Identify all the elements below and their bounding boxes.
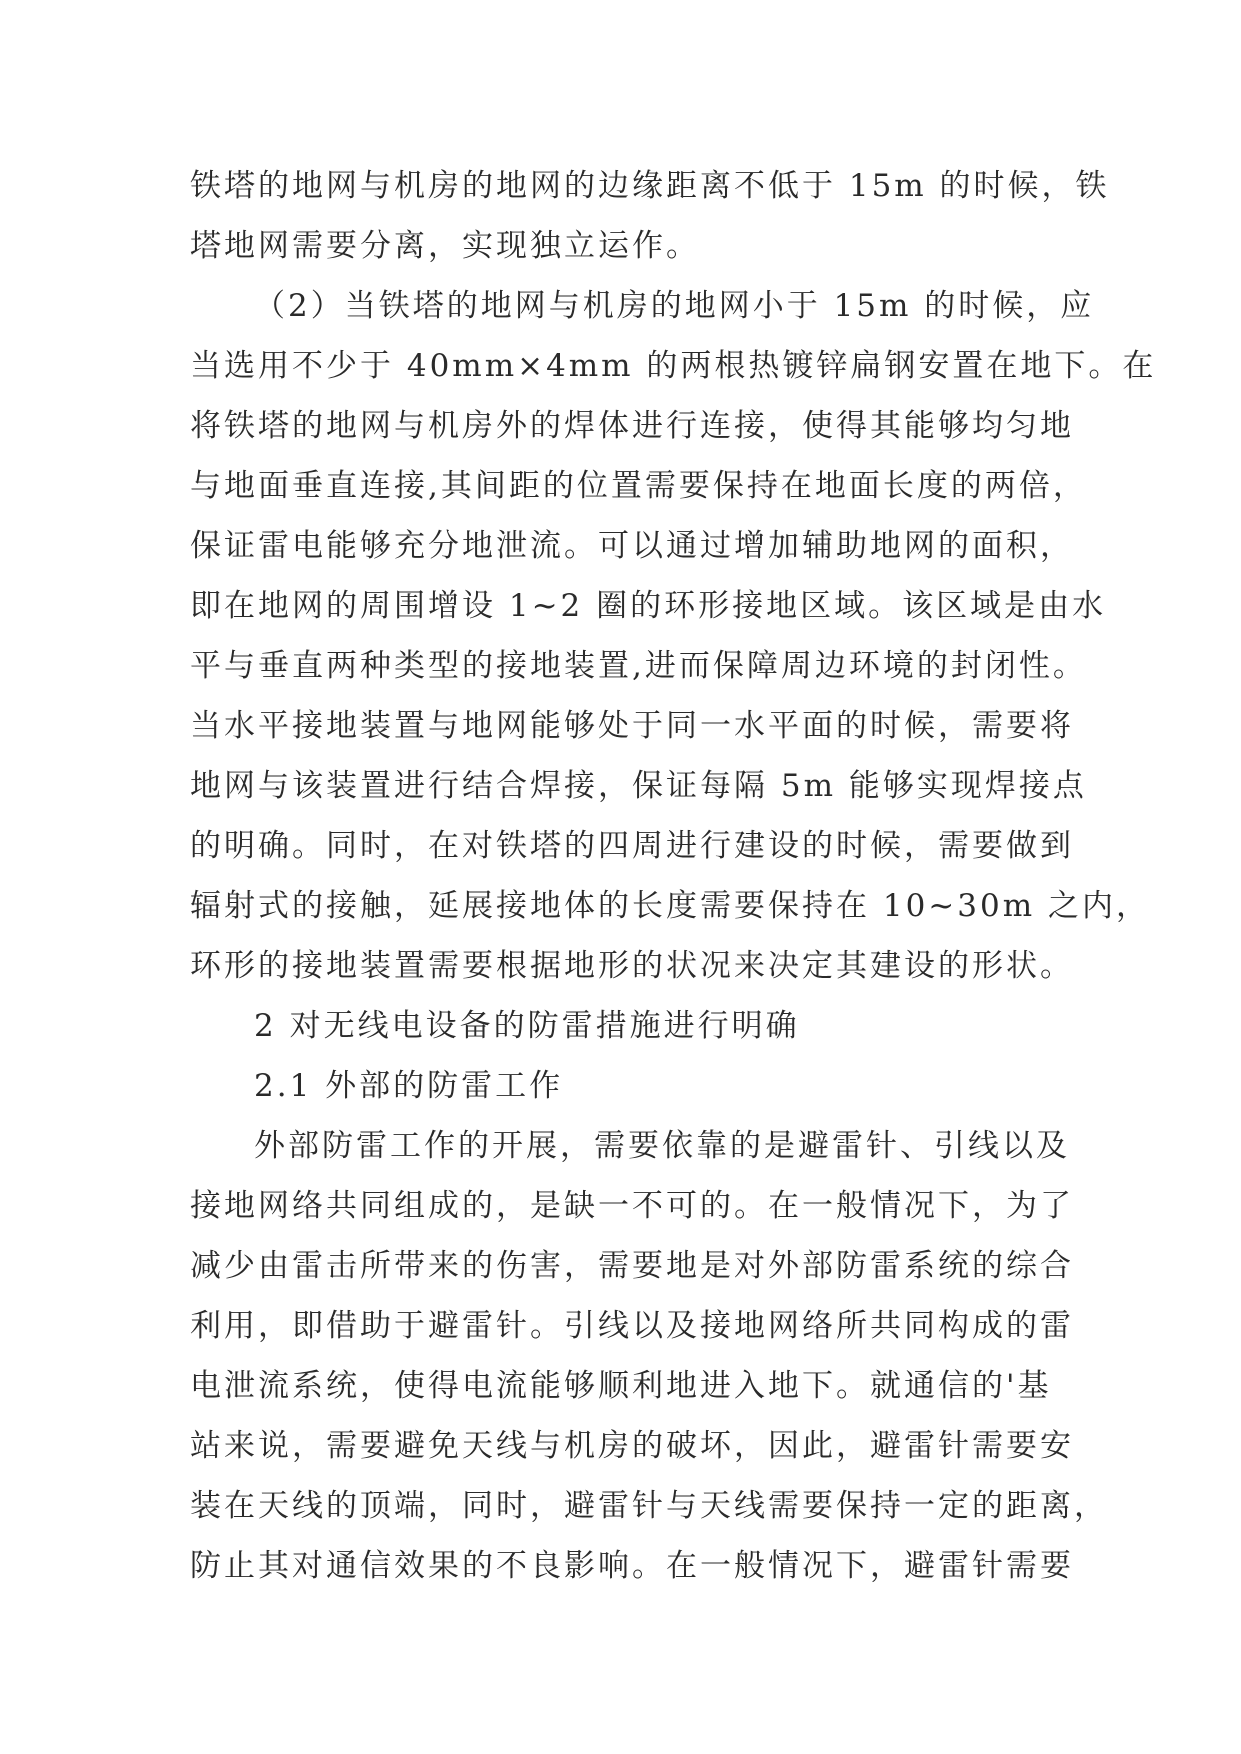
text-line: 保证雷电能够充分地泄流。可以通过增加辅助地网的面积，	[190, 528, 1074, 564]
text-line: 外部防雷工作的开展，需要依靠的是避雷针、引线以及	[254, 1128, 1070, 1164]
text-line: 防止其对通信效果的不良影响。在一般情况下，避雷针需要	[190, 1548, 1074, 1584]
text-line: （2）当铁塔的地网与机房的地网小于 15m 的时候，应	[254, 288, 1095, 324]
text-line: 减少由雷击所带来的伤害，需要地是对外部防雷系统的综合	[190, 1248, 1074, 1284]
text-line: 平与垂直两种类型的接地装置,进而保障周边环境的封闭性。	[190, 648, 1087, 684]
text-line: 当选用不少于 40mm×4mm 的两根热镀锌扁钢安置在地下。在	[190, 348, 1157, 384]
text-line: 与地面垂直连接,其间距的位置需要保持在地面长度的两倍，	[190, 468, 1087, 504]
text-line: 当水平接地装置与地网能够处于同一水平面的时候，需要将	[190, 708, 1074, 744]
text-line: 即在地网的周围增设 1~2 圈的环形接地区域。该区域是由水	[190, 588, 1107, 624]
text-line: 站来说，需要避免天线与机房的破坏，因此，避雷针需要安	[190, 1428, 1074, 1464]
text-line: 装在天线的顶端，同时，避雷针与天线需要保持一定的距离，	[190, 1488, 1108, 1524]
text-line: 将铁塔的地网与机房外的焊体进行连接，使得其能够均匀地	[190, 408, 1074, 444]
text-line: 电泄流系统，使得电流能够顺利地进入地下。就通信的'基	[190, 1368, 1052, 1404]
text-line: 的明确。同时，在对铁塔的四周进行建设的时候，需要做到	[190, 828, 1074, 864]
body-text	[190, 156, 1157, 1596]
text-line: 环形的接地装置需要根据地形的状况来决定其建设的形状。	[190, 948, 1074, 984]
text-line: 2.1 外部的防雷工作	[254, 1068, 564, 1104]
text-line: 地网与该装置进行结合焊接，保证每隔 5m 能够实现焊接点	[190, 768, 1087, 804]
text-line: 利用，即借助于避雷针。引线以及接地网络所共同构成的雷	[190, 1308, 1074, 1344]
text-line: 塔地网需要分离，实现独立运作。	[190, 228, 700, 264]
text-line: 接地网络共同组成的，是缺一不可的。在一般情况下，为了	[190, 1188, 1074, 1224]
text-line: 铁塔的地网与机房的地网的边缘距离不低于 15m 的时候，铁	[190, 168, 1110, 204]
text-line: 2 对无线电设备的防雷措施进行明确	[254, 1008, 800, 1044]
text-line: 辐射式的接触，延展接地体的长度需要保持在 10~30m 之内，	[190, 888, 1150, 924]
